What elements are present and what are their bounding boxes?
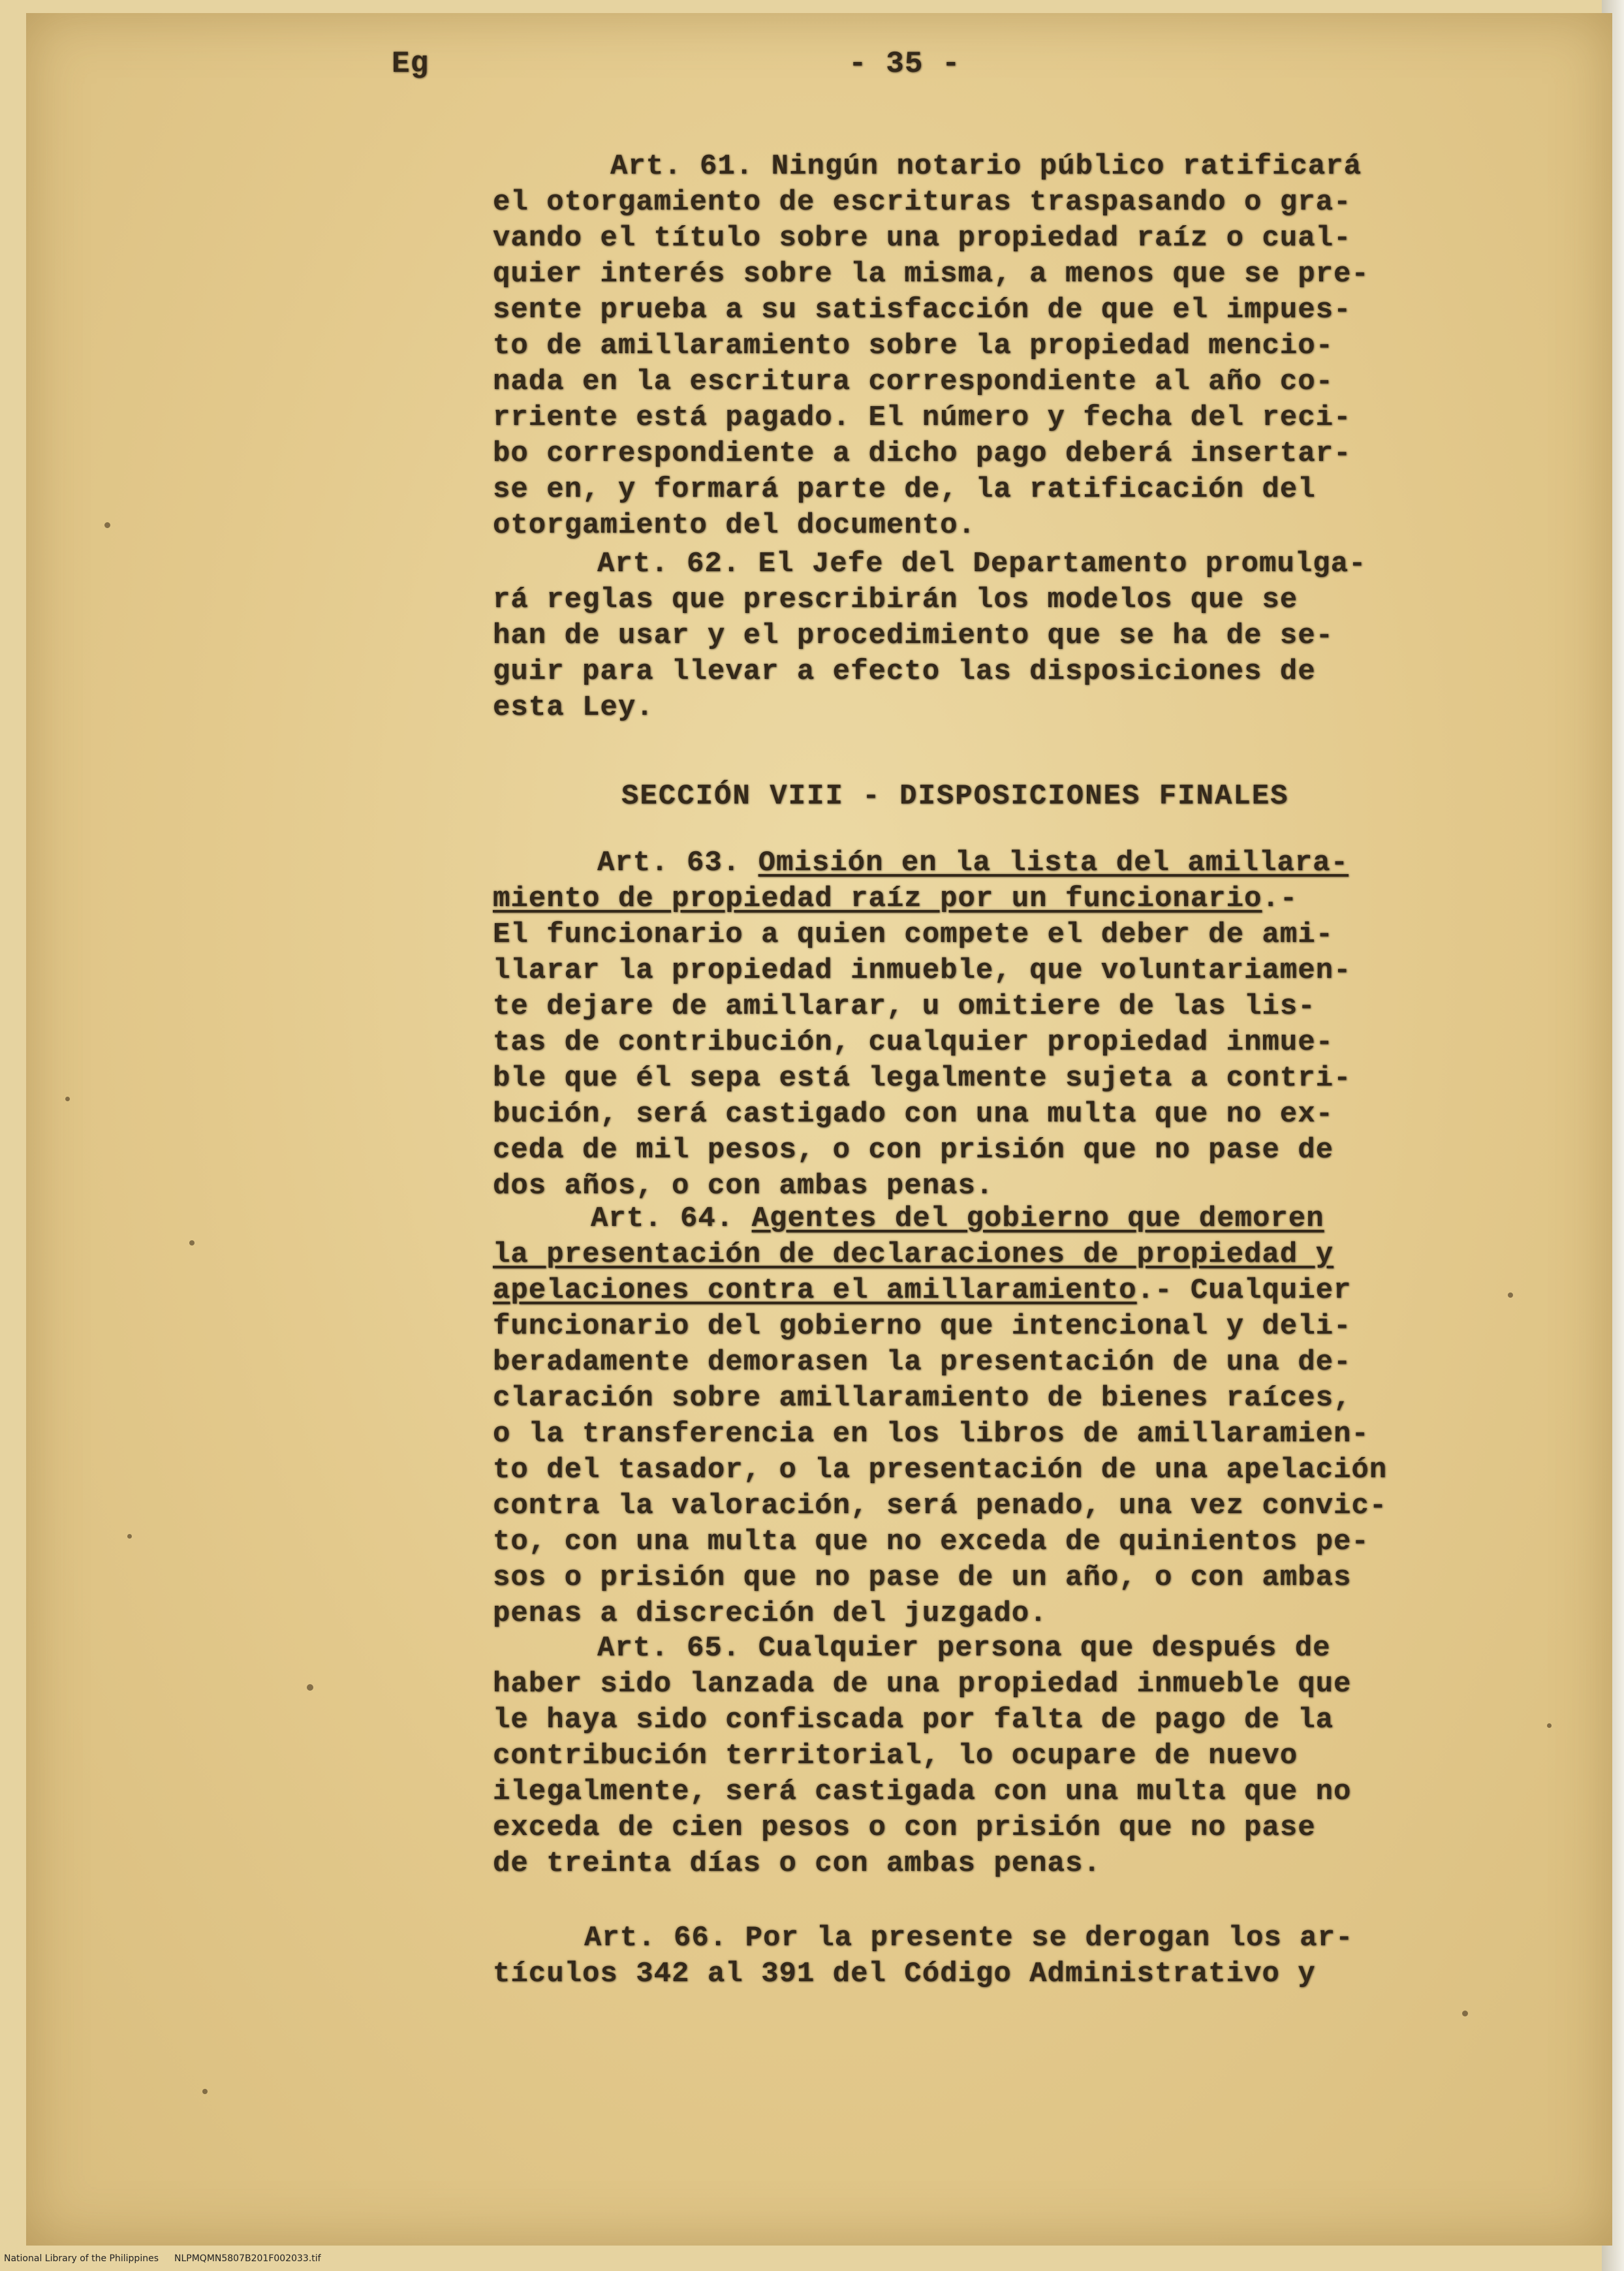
article-64 (493, 1201, 1472, 1632)
article-line: Art. 65. Cualquier persona que después de (597, 1632, 1331, 1665)
ink-speck (127, 1534, 132, 1539)
article-title-line (493, 1201, 1472, 1237)
footer-library: National Library of the Philippines (4, 2253, 159, 2264)
article-line: claración sobre amillaramiento de bienes raíces, (493, 1382, 1352, 1415)
header-initials: Eg (392, 47, 429, 81)
document-page (26, 13, 1612, 2246)
article-line: otorgamiento del documento. (493, 509, 976, 542)
article-line: o la transferencia en los libros de amillaramien- (493, 1418, 1369, 1450)
article-line: to de amillaramiento sobre la propiedad mencio- (493, 330, 1334, 362)
ink-speck (202, 2089, 208, 2094)
article-lead: Art. 63. (597, 847, 758, 879)
ink-speck (1462, 2011, 1468, 2016)
article-line: han de usar y el procedimiento que se ha de se- (493, 619, 1334, 652)
article-line: esta Ley. (493, 691, 654, 724)
article-line: Art. 66. Por la presente se derogan los ar- (584, 1922, 1354, 1954)
article-lead: Art. 64. (591, 1202, 752, 1235)
article-line: tas de contribución, cualquier propiedad inmue- (493, 1026, 1334, 1059)
article-line: quier interés sobre la misma, a menos que se pre- (493, 258, 1369, 290)
article-line: sente prueba a su satisfacción de que el impues- (493, 294, 1352, 326)
article-line: dos años, o con ambas penas. (493, 1170, 994, 1202)
article-line: Art. 61. Ningún notario público ratificará (610, 150, 1362, 183)
article-line: vando el título sobre una propiedad raíz o cual- (493, 222, 1352, 255)
article-title-end: .- (1262, 883, 1298, 915)
article-title: apelaciones contra el amillaramiento (493, 1274, 1137, 1307)
article-62 (493, 546, 1472, 726)
article-line: guir para llevar a efecto las disposiciones de (493, 655, 1316, 688)
article-66 (493, 1920, 1472, 1992)
article-line: le haya sido confiscada por falta de pago de la (493, 1704, 1334, 1736)
ink-speck (104, 522, 110, 528)
article-line: ilegalmente, será castigada con una multa que no (493, 1776, 1352, 1808)
ink-speck (1508, 1292, 1513, 1298)
article-title: la presentación de declaraciones de propiedad y (493, 1238, 1334, 1271)
article-title-end: .- Cualquier (1136, 1274, 1352, 1307)
ink-speck (189, 1240, 195, 1245)
article-title-line (493, 881, 1472, 917)
article-line: bo correspondiente a dicho pago deberá insertar- (493, 437, 1352, 470)
article-line: ceda de mil pesos, o con prisión que no pase de (493, 1134, 1334, 1167)
article-65 (493, 1631, 1472, 1882)
article-title: Agentes del gobierno que demoren (751, 1202, 1324, 1235)
footer-file-id: NLPMQMN5807B201F002033.tif (174, 2253, 321, 2264)
article-title: miento de propiedad raíz por un funcionario (493, 883, 1262, 915)
article-title-line (493, 1237, 1472, 1273)
article-line: penas a discreción del juzgado. (493, 1597, 1048, 1630)
article-line: nada en la escritura correspondiente al año co- (493, 366, 1334, 398)
article-line: tículos 342 al 391 del Código Administrativo y (493, 1958, 1316, 1990)
article-line: te dejare de amillarar, u omitiere de las lis- (493, 990, 1316, 1023)
article-title-line (493, 845, 1472, 881)
article-line: Art. 62. El Jefe del Departamento promulga- (597, 548, 1367, 580)
article-line: rriente está pagado. El número y fecha del reci- (493, 401, 1352, 434)
article-line: to del tasador, o la presentación de una apelación (493, 1454, 1388, 1486)
article-63 (493, 845, 1472, 1204)
article-line: exceda de cien pesos o con prisión que no pase (493, 1811, 1316, 1844)
ink-speck (307, 1684, 313, 1691)
article-title-line (493, 1273, 1472, 1309)
ink-speck (65, 1097, 70, 1101)
article-line: se en, y formará parte de, la ratificación del (493, 473, 1316, 506)
page-number: - 35 - (849, 47, 961, 81)
article-line: El funcionario a quien compete el deber de ami- (493, 918, 1334, 951)
article-line: funcionario del gobierno que intencional y deli- (493, 1310, 1352, 1343)
ink-speck (1547, 1723, 1552, 1728)
article-line: contribución territorial, lo ocupare de nuevo (493, 1740, 1298, 1772)
article-line: rá reglas que prescribirán los modelos que se (493, 584, 1298, 616)
article-line: de treinta días o con ambas penas. (493, 1847, 1101, 1880)
article-line: to, con una multa que no exceda de quinientos pe- (493, 1526, 1369, 1558)
article-title: Omisión en la lista del amillara- (758, 847, 1349, 879)
article-line: haber sido lanzada de una propiedad inmueble que (493, 1668, 1352, 1700)
article-line: bución, será castigado con una multa que no ex- (493, 1098, 1334, 1131)
article-line: llarar la propiedad inmueble, que voluntariamen- (493, 954, 1352, 987)
section-heading: SECCIÓN VIII - DISPOSICIONES FINALES (621, 780, 1289, 813)
article-line: beradamente demorasen la presentación de una de- (493, 1346, 1352, 1379)
article-61 (493, 149, 1472, 544)
article-line: sos o prisión que no pase de un año, o con ambas (493, 1561, 1352, 1594)
article-line: ble que él sepa está legalmente sujeta a contri- (493, 1062, 1352, 1095)
article-line: contra la valoración, será penado, una vez convic- (493, 1490, 1388, 1522)
scan-footer (4, 2253, 337, 2264)
article-line: el otorgamiento de escrituras traspasando o gra- (493, 186, 1352, 219)
